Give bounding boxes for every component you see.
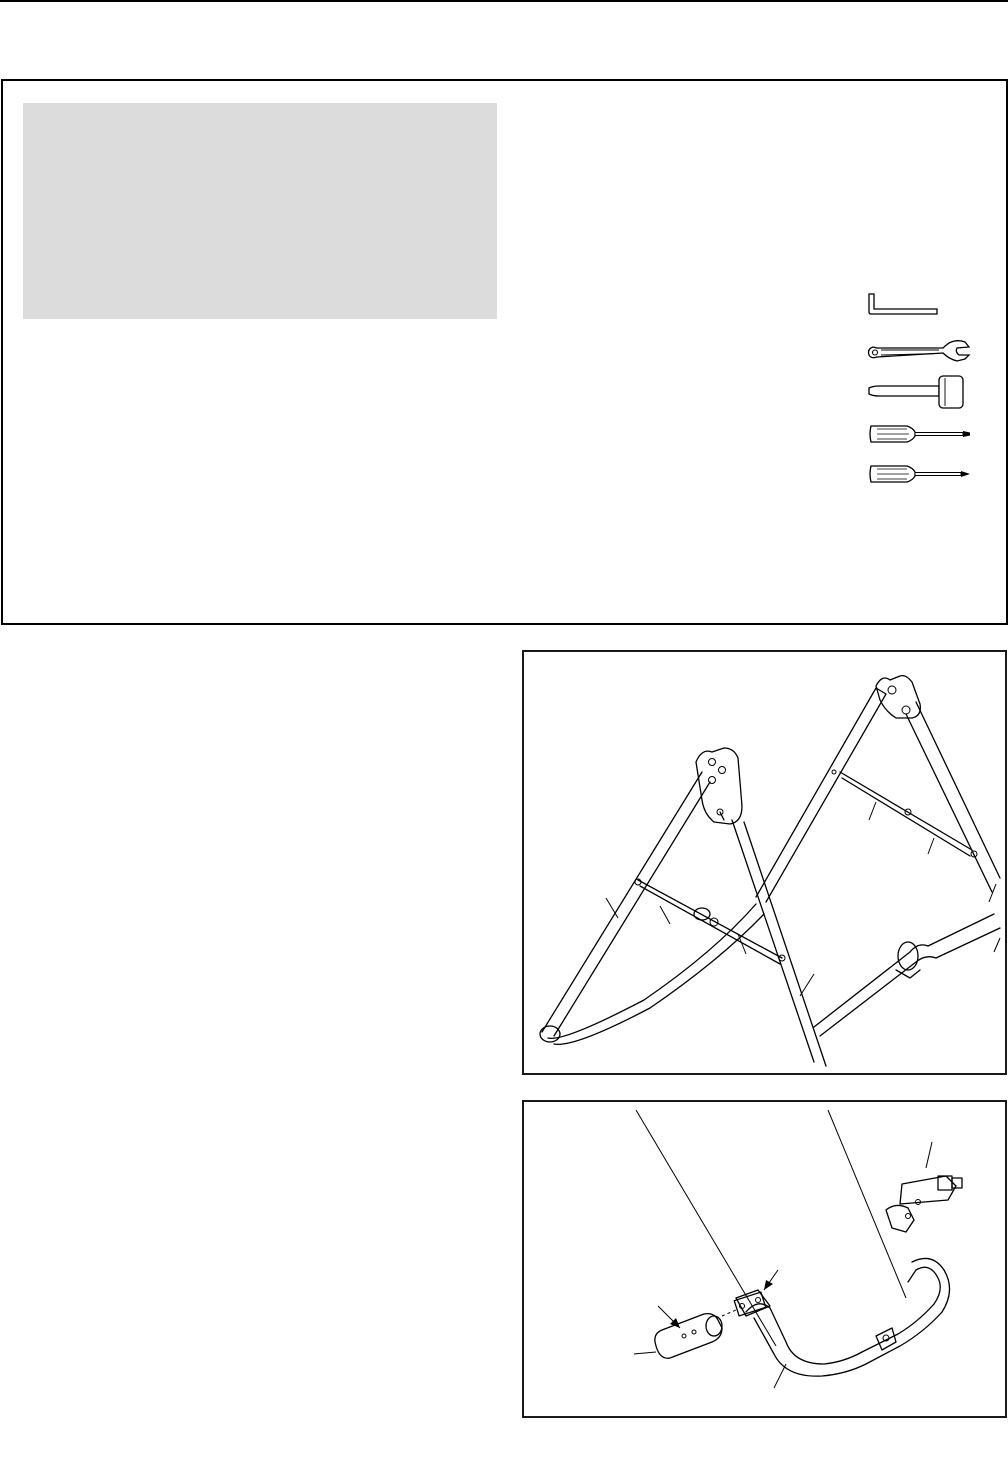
adjustable-wrench-icon [865, 337, 973, 367]
flathead-screwdriver-icon [867, 422, 973, 446]
front-frame [540, 748, 826, 1066]
tools-box [1, 79, 1008, 625]
hex-key-icon [867, 293, 939, 315]
top-rule [0, 0, 1008, 2]
phillips-screwdriver-icon [867, 462, 973, 486]
rear-frame [756, 676, 1000, 952]
rubber-mallet-icon [867, 374, 967, 410]
figure-1 [522, 650, 1007, 1075]
figure-1-drawing [524, 652, 1008, 1077]
figure-2-drawing [524, 1102, 1008, 1420]
gray-panel [23, 103, 497, 319]
figure-2 [522, 1100, 1007, 1418]
rear-base [800, 914, 1000, 1036]
